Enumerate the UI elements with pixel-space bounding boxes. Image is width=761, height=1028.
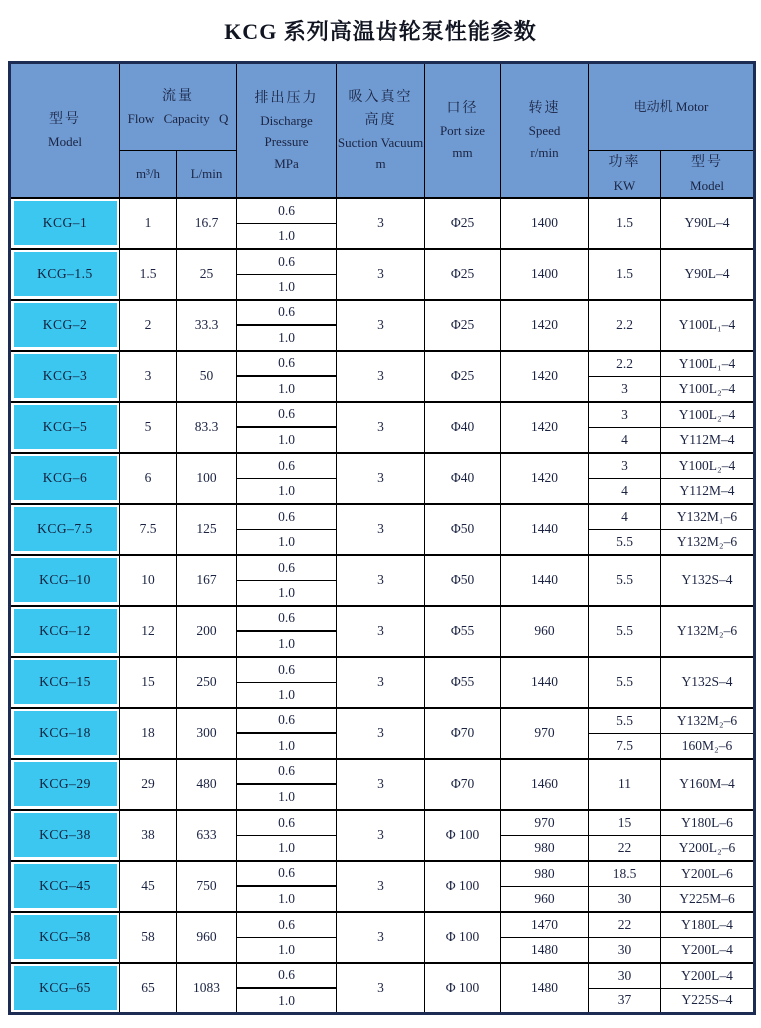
motor-power-cell: 1.5	[589, 198, 661, 249]
speed-cell: 1400	[501, 249, 589, 300]
pump-row	[10, 708, 755, 734]
pump-model-cell	[10, 759, 120, 810]
motor-power-cell: 7.5	[589, 733, 661, 759]
suction-vacuum-cell: 3	[337, 453, 425, 504]
speed-cell: 1470	[501, 912, 589, 938]
motor-model-cell: 160M₂–6	[661, 733, 755, 759]
pump-row	[10, 912, 755, 938]
motor-model-cell: Y160M–4	[661, 759, 755, 810]
flow-m3h-cell: 18	[120, 708, 177, 759]
pump-model-label: KCG–29	[14, 762, 117, 806]
suction-vacuum-cell: 3	[337, 300, 425, 351]
discharge-pressure-06-cell: 0.6	[237, 249, 337, 275]
flow-lmin-cell: 300	[177, 708, 237, 759]
discharge-pressure-10-cell: 1.0	[237, 376, 337, 402]
discharge-pressure-10-cell: 1.0	[237, 580, 337, 606]
motor-power-cell: 2.2	[589, 300, 661, 351]
discharge-pressure-10-cell: 1.0	[237, 835, 337, 861]
motor-model-cell: Y132M₂–6	[661, 606, 755, 657]
suction-vacuum-cell: 3	[337, 198, 425, 249]
port-size-cell: Φ 100	[425, 810, 501, 861]
flow-m3h-cell: 2	[120, 300, 177, 351]
discharge-pressure-10-cell: 1.0	[237, 886, 337, 912]
port-size-cell: Φ25	[425, 351, 501, 402]
discharge-pressure-06-cell: 0.6	[237, 606, 337, 632]
motor-power-cell: 5.5	[589, 555, 661, 606]
motor-power-cell: 4	[589, 427, 661, 453]
motor-model-cell: Y100L₁–4	[661, 351, 755, 377]
pump-model-label: KCG–1.5	[14, 252, 117, 296]
motor-model-cell: Y132S–4	[661, 555, 755, 606]
discharge-pressure-10-cell: 1.0	[237, 427, 337, 453]
motor-power-cell: 11	[589, 759, 661, 810]
pump-row	[10, 606, 755, 632]
motor-model-cell: Y132S–4	[661, 657, 755, 708]
pump-row	[10, 504, 755, 530]
motor-model-cell: Y200L₂–6	[661, 835, 755, 861]
speed-cell: 1480	[501, 937, 589, 963]
header-flow-lmin: L/min	[177, 151, 237, 198]
port-size-cell: Φ25	[425, 249, 501, 300]
header-flow-m3h: m³/h	[120, 151, 177, 198]
speed-cell: 960	[501, 886, 589, 912]
motor-model-cell: Y100L₂–4	[661, 376, 755, 402]
discharge-pressure-06-cell: 0.6	[237, 912, 337, 938]
motor-model-cell: Y132M₁–6	[661, 504, 755, 530]
header-motor	[589, 63, 755, 151]
pump-model-cell	[10, 708, 120, 759]
motor-power-cell: 30	[589, 886, 661, 912]
motor-model-cell: Y225S–4	[661, 988, 755, 1014]
pump-row	[10, 759, 755, 785]
motor-model-cell: Y100L₁–4	[661, 300, 755, 351]
discharge-pressure-10-cell: 1.0	[237, 682, 337, 708]
flow-m3h-cell: 45	[120, 861, 177, 912]
port-size-cell: Φ 100	[425, 912, 501, 963]
flow-lmin-cell: 100	[177, 453, 237, 504]
discharge-pressure-06-cell: 0.6	[237, 555, 337, 581]
flow-m3h-cell: 7.5	[120, 504, 177, 555]
discharge-pressure-06-cell: 0.6	[237, 657, 337, 683]
flow-lmin-cell: 33.3	[177, 300, 237, 351]
flow-m3h-cell: 10	[120, 555, 177, 606]
pump-model-label: KCG–7.5	[14, 507, 117, 551]
flow-m3h-cell: 15	[120, 657, 177, 708]
flow-m3h-cell: 12	[120, 606, 177, 657]
port-size-cell: Φ40	[425, 402, 501, 453]
discharge-pressure-10-cell: 1.0	[237, 937, 337, 963]
suction-vacuum-cell: 3	[337, 861, 425, 912]
motor-power-cell: 5.5	[589, 606, 661, 657]
discharge-pressure-06-cell: 0.6	[237, 198, 337, 224]
motor-model-cell: Y112M–4	[661, 478, 755, 504]
discharge-pressure-10-cell: 1.0	[237, 478, 337, 504]
pump-row	[10, 555, 755, 581]
suction-vacuum-cell: 3	[337, 708, 425, 759]
pump-model-cell	[10, 351, 120, 402]
pump-model-cell	[10, 810, 120, 861]
pump-model-label: KCG–38	[14, 813, 117, 857]
flow-m3h-cell: 5	[120, 402, 177, 453]
discharge-pressure-06-cell: 0.6	[237, 351, 337, 377]
pump-row	[10, 861, 755, 887]
discharge-pressure-06-cell: 0.6	[237, 402, 337, 428]
motor-power-cell: 30	[589, 937, 661, 963]
pump-model-label: KCG–5	[14, 405, 117, 449]
port-size-cell: Φ40	[425, 453, 501, 504]
header-discharge-pressure: 排出压力 Discharge Pressure MPa	[237, 63, 337, 198]
flow-lmin-cell: 960	[177, 912, 237, 963]
suction-vacuum-cell: 3	[337, 759, 425, 810]
speed-cell: 980	[501, 861, 589, 887]
pump-row	[10, 300, 755, 326]
pump-model-cell	[10, 453, 120, 504]
suction-vacuum-cell: 3	[337, 504, 425, 555]
motor-model-cell: Y90L–4	[661, 249, 755, 300]
pump-model-cell	[10, 300, 120, 351]
pump-model-cell	[10, 198, 120, 249]
header-flow	[120, 63, 237, 151]
port-size-cell: Φ50	[425, 504, 501, 555]
pump-model-cell	[10, 402, 120, 453]
motor-model-cell: Y225M–6	[661, 886, 755, 912]
suction-vacuum-cell: 3	[337, 402, 425, 453]
header-motor-power: 功率 KW	[589, 151, 661, 198]
discharge-pressure-10-cell: 1.0	[237, 325, 337, 351]
port-size-cell: Φ55	[425, 606, 501, 657]
pump-model-label: KCG–45	[14, 864, 117, 908]
motor-power-cell: 3	[589, 453, 661, 479]
suction-vacuum-cell: 3	[337, 555, 425, 606]
motor-model-cell: Y100L₂–4	[661, 402, 755, 428]
flow-lmin-cell: 167	[177, 555, 237, 606]
pump-model-label: KCG–15	[14, 660, 117, 704]
pump-model-cell	[10, 249, 120, 300]
pump-model-label: KCG–10	[14, 558, 117, 602]
speed-cell: 970	[501, 708, 589, 759]
motor-model-cell: Y132M₂–6	[661, 529, 755, 555]
discharge-pressure-10-cell: 1.0	[237, 223, 337, 249]
pump-row	[10, 657, 755, 683]
flow-m3h-cell: 38	[120, 810, 177, 861]
flow-lmin-cell: 50	[177, 351, 237, 402]
flow-lmin-cell: 25	[177, 249, 237, 300]
header-flow-cn: 流量	[162, 88, 194, 104]
speed-cell: 1440	[501, 555, 589, 606]
motor-power-cell: 18.5	[589, 861, 661, 887]
discharge-pressure-10-cell: 1.0	[237, 784, 337, 810]
pump-model-label: KCG–12	[14, 609, 117, 653]
discharge-pressure-06-cell: 0.6	[237, 708, 337, 734]
pump-row	[10, 249, 755, 275]
port-size-cell: Φ70	[425, 708, 501, 759]
flow-lmin-cell: 16.7	[177, 198, 237, 249]
port-size-cell: Φ 100	[425, 963, 501, 1014]
speed-cell: 1420	[501, 351, 589, 402]
pump-row	[10, 402, 755, 428]
pump-model-label: KCG–58	[14, 915, 117, 959]
speed-cell: 1460	[501, 759, 589, 810]
motor-power-cell: 2.2	[589, 351, 661, 377]
header-model-cn: 型号	[49, 111, 81, 127]
header-model	[10, 63, 120, 198]
motor-power-cell: 4	[589, 478, 661, 504]
flow-m3h-cell: 65	[120, 963, 177, 1014]
pump-model-cell	[10, 657, 120, 708]
flow-m3h-cell: 58	[120, 912, 177, 963]
port-size-cell: Φ 100	[425, 861, 501, 912]
flow-lmin-cell: 480	[177, 759, 237, 810]
suction-vacuum-cell: 3	[337, 249, 425, 300]
speed-cell: 980	[501, 835, 589, 861]
port-size-cell: Φ25	[425, 198, 501, 249]
suction-vacuum-cell: 3	[337, 351, 425, 402]
pump-row	[10, 198, 755, 224]
discharge-pressure-06-cell: 0.6	[237, 759, 337, 785]
speed-cell: 1440	[501, 504, 589, 555]
port-size-cell: Φ70	[425, 759, 501, 810]
speed-cell: 1480	[501, 963, 589, 1014]
port-size-cell: Φ50	[425, 555, 501, 606]
port-size-cell: Φ25	[425, 300, 501, 351]
motor-power-cell: 5.5	[589, 657, 661, 708]
pump-model-label: KCG–2	[14, 303, 117, 347]
discharge-pressure-10-cell: 1.0	[237, 988, 337, 1014]
discharge-pressure-10-cell: 1.0	[237, 529, 337, 555]
speed-cell: 1440	[501, 657, 589, 708]
page-title: KCG 系列高温齿轮泵性能参数	[224, 19, 537, 44]
header-suction-vacuum: 吸入真空 高度 Suction Vacuum m	[337, 63, 425, 198]
pump-row	[10, 351, 755, 377]
flow-lmin-cell: 750	[177, 861, 237, 912]
motor-model-cell: Y112M–4	[661, 427, 755, 453]
motor-power-cell: 30	[589, 963, 661, 989]
discharge-pressure-10-cell: 1.0	[237, 631, 337, 657]
pump-model-label: KCG–1	[14, 201, 117, 245]
motor-power-cell: 5.5	[589, 708, 661, 734]
motor-power-cell: 4	[589, 504, 661, 530]
motor-power-cell: 37	[589, 988, 661, 1014]
pump-model-cell	[10, 606, 120, 657]
flow-lmin-cell: 125	[177, 504, 237, 555]
flow-m3h-cell: 3	[120, 351, 177, 402]
motor-power-cell: 22	[589, 835, 661, 861]
motor-power-cell: 3	[589, 402, 661, 428]
speed-cell: 1400	[501, 198, 589, 249]
motor-model-cell: Y200L–4	[661, 963, 755, 989]
discharge-pressure-06-cell: 0.6	[237, 810, 337, 836]
header-speed: 转速 Speed r/min	[501, 63, 589, 198]
port-size-cell: Φ55	[425, 657, 501, 708]
motor-model-cell: Y200L–6	[661, 861, 755, 887]
pump-model-cell	[10, 912, 120, 963]
flow-lmin-cell: 250	[177, 657, 237, 708]
pump-spec-table	[8, 61, 756, 1015]
suction-vacuum-cell: 3	[337, 912, 425, 963]
flow-m3h-cell: 6	[120, 453, 177, 504]
discharge-pressure-10-cell: 1.0	[237, 274, 337, 300]
table-header	[10, 63, 755, 198]
speed-cell: 1420	[501, 453, 589, 504]
flow-lmin-cell: 633	[177, 810, 237, 861]
flow-lmin-cell: 1083	[177, 963, 237, 1014]
header-flow-en: Flow Capacity Q	[127, 110, 229, 126]
pump-model-cell	[10, 555, 120, 606]
discharge-pressure-06-cell: 0.6	[237, 300, 337, 326]
motor-power-cell: 3	[589, 376, 661, 402]
discharge-pressure-10-cell: 1.0	[237, 733, 337, 759]
pump-row	[10, 810, 755, 836]
pump-model-label: KCG–18	[14, 711, 117, 755]
flow-lmin-cell: 83.3	[177, 402, 237, 453]
flow-lmin-cell: 200	[177, 606, 237, 657]
pump-row	[10, 453, 755, 479]
header-motor-label: 电动机 Motor	[633, 99, 709, 115]
motor-power-cell: 5.5	[589, 529, 661, 555]
discharge-pressure-06-cell: 0.6	[237, 453, 337, 479]
discharge-pressure-06-cell: 0.6	[237, 504, 337, 530]
speed-cell: 1420	[501, 300, 589, 351]
pump-table-body	[10, 198, 755, 1014]
speed-cell: 970	[501, 810, 589, 836]
flow-m3h-cell: 1.5	[120, 249, 177, 300]
suction-vacuum-cell: 3	[337, 963, 425, 1014]
suction-vacuum-cell: 3	[337, 606, 425, 657]
header-port-size: 口径 Port size mm	[425, 63, 501, 198]
discharge-pressure-06-cell: 0.6	[237, 861, 337, 887]
pump-model-label: KCG–3	[14, 354, 117, 398]
flow-m3h-cell: 1	[120, 198, 177, 249]
motor-model-cell: Y90L–4	[661, 198, 755, 249]
pump-model-label: KCG–65	[14, 966, 117, 1010]
motor-model-cell: Y132M₂–6	[661, 708, 755, 734]
pump-model-cell	[10, 504, 120, 555]
motor-power-cell: 15	[589, 810, 661, 836]
pump-model-cell	[10, 963, 120, 1014]
discharge-pressure-06-cell: 0.6	[237, 963, 337, 989]
pump-model-label: KCG–6	[14, 456, 117, 500]
motor-model-cell: Y100L₂–4	[661, 453, 755, 479]
suction-vacuum-cell: 3	[337, 810, 425, 861]
motor-model-cell: Y180L–4	[661, 912, 755, 938]
motor-model-cell: Y180L–6	[661, 810, 755, 836]
pump-row	[10, 963, 755, 989]
header-model-en: Model	[48, 134, 82, 150]
motor-power-cell: 1.5	[589, 249, 661, 300]
flow-m3h-cell: 29	[120, 759, 177, 810]
suction-vacuum-cell: 3	[337, 657, 425, 708]
speed-cell: 1420	[501, 402, 589, 453]
motor-power-cell: 22	[589, 912, 661, 938]
speed-cell: 960	[501, 606, 589, 657]
motor-model-cell: Y200L–4	[661, 937, 755, 963]
pump-model-cell	[10, 861, 120, 912]
header-motor-model: 型号 Model	[661, 151, 755, 198]
